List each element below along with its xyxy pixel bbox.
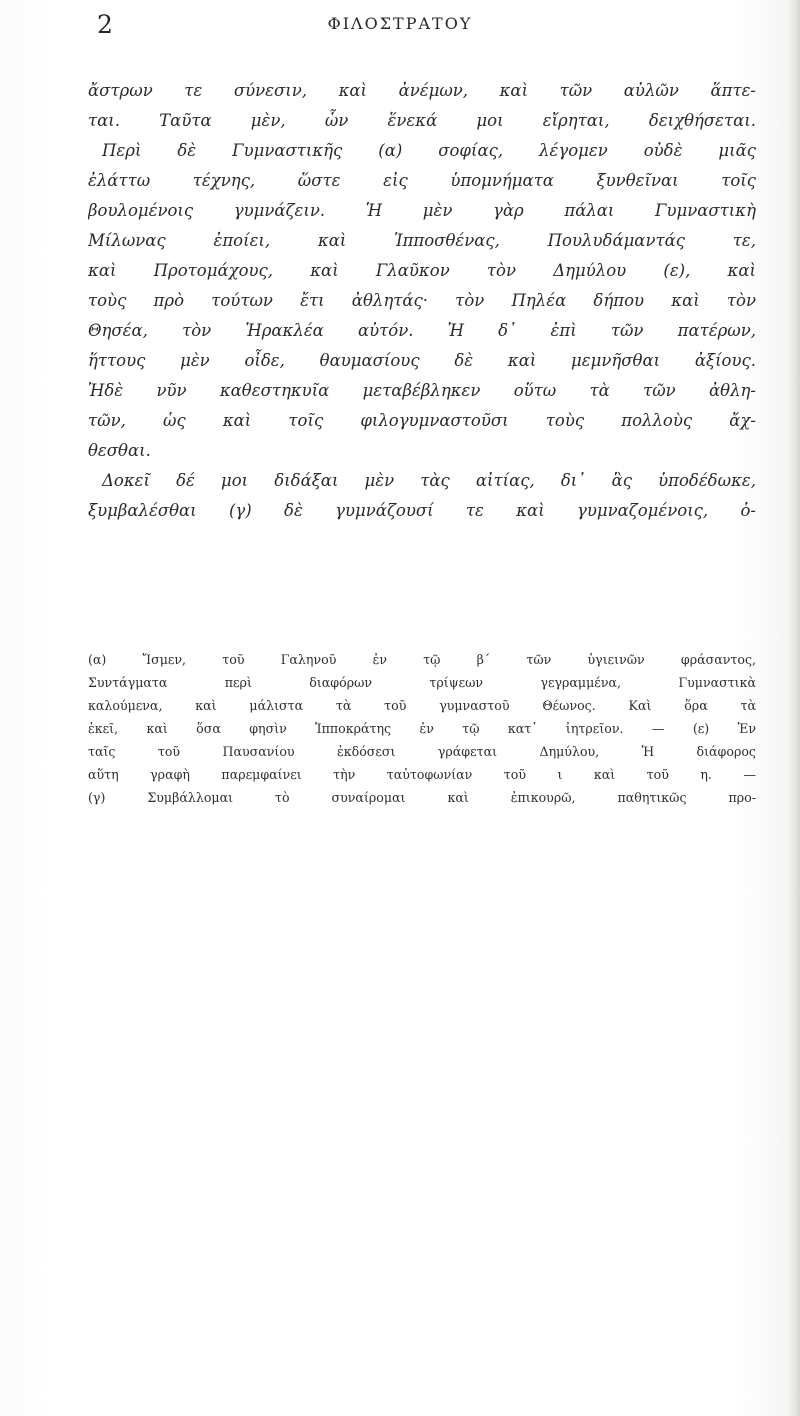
footnote-line: Συντάγματα περὶ διαφόρων τρίψεων γεγραμμένα, Γυμναστικὰ bbox=[88, 675, 756, 690]
footnote-line: ἐκεῖ, καὶ ὅσα φησὶν Ἱπποκράτης ἐν τῷ κατ᾽ ἰητρεῖον. — (ε) Ἐν bbox=[88, 721, 756, 736]
footnote-line: ταῖς τοῦ Παυσανίου ἐκδόσεσι γράφεται Δημύλου, Ἡ διάφορος bbox=[88, 744, 756, 759]
text-line: θεσθαι. bbox=[88, 441, 151, 460]
page-number: 2 bbox=[97, 10, 113, 39]
text-line: βουλομένοις γυμνάζειν. Ἡ μὲν γὰρ πάλαι Γυμναστικὴ bbox=[88, 201, 756, 220]
footnote-line: (γ) Συμβάλλομαι τὸ συναίρομαι καὶ ἐπικουρῶ, παθητικῶς προ- bbox=[88, 790, 756, 805]
text-line: τοὺς πρὸ τούτων ἔτι ἀθλητάς· τὸν Πηλέα δήπου καὶ τὸν bbox=[88, 291, 756, 310]
text-line: ἄστρων τε σύνεσιν, καὶ ἀνέμων, καὶ τῶν αὐλῶν ἅπτε- bbox=[88, 81, 756, 100]
text-line: ἥττους μὲν οἶδε, θαυμασίους δὲ καὶ μεμνῆσθαι ἀξίους. bbox=[88, 351, 756, 370]
text-line: Ἡδὲ νῦν καθεστηκυῖα μεταβέβληκεν οὕτω τὰ τῶν ἀθλη- bbox=[88, 381, 756, 400]
footnotes bbox=[88, 648, 756, 809]
page-edge-shadow bbox=[786, 0, 800, 1416]
text-line: ἐλάττω τέχνης, ὥστε εἰς ὑπομνήματα ξυνθεῖναι τοῖς bbox=[88, 171, 756, 190]
main-text bbox=[88, 76, 756, 526]
text-line: ξυμβαλέσθαι (γ) δὲ γυμνάζουσί τε καὶ γυμναζομένοις, ὁ- bbox=[88, 501, 756, 520]
text-line: Μίλωνας ἐποίει, καὶ Ἱπποσθένας, Πουλυδάμαντάς τε, bbox=[88, 231, 756, 250]
text-line: Περὶ δὲ Γυμναστικῆς (α) σοφίας, λέγομεν οὐδὲ μιᾶς bbox=[102, 141, 756, 160]
footnote-line: αὕτη γραφὴ παρεμφαίνει τὴν ταὐτοφωνίαν τοῦ ι καὶ τοῦ η. — bbox=[88, 767, 756, 782]
page-header bbox=[0, 10, 800, 46]
text-line: καὶ Προτομάχους, καὶ Γλαῦκον τὸν Δημύλου (ε), καὶ bbox=[88, 261, 756, 280]
text-line: ται. Ταῦτα μὲν, ὧν ἕνεκά μοι εἴρηται, δειχθήσεται. bbox=[88, 111, 756, 130]
text-line: Δοκεῖ δέ μοι διδάξαι μὲν τὰς αἰτίας, δι᾽ ἃς ὑποδέδωκε, bbox=[102, 471, 756, 490]
footnote-line: καλούμενα, καὶ μάλιστα τὰ τοῦ γυμναστοῦ Θέωνος. Καὶ ὅρα τὰ bbox=[88, 698, 756, 713]
footnote-line: (α) Ἴσμεν, τοῦ Γαληνοῦ ἐν τῷ β΄ τῶν ὑγιεινῶν φράσαντος, bbox=[88, 652, 756, 667]
text-line: τῶν, ὡς καὶ τοῖς φιλογυμναστοῦσι τοὺς πολλοὺς ἄχ- bbox=[88, 411, 756, 430]
running-head: ΦΙΛΟΣΤΡΑΤΟΥ bbox=[327, 14, 473, 33]
text-line: Θησέα, τὸν Ἡρακλέα αὐτόν. Ἡ δ᾽ ἐπὶ τῶν πατέρων, bbox=[88, 321, 756, 340]
